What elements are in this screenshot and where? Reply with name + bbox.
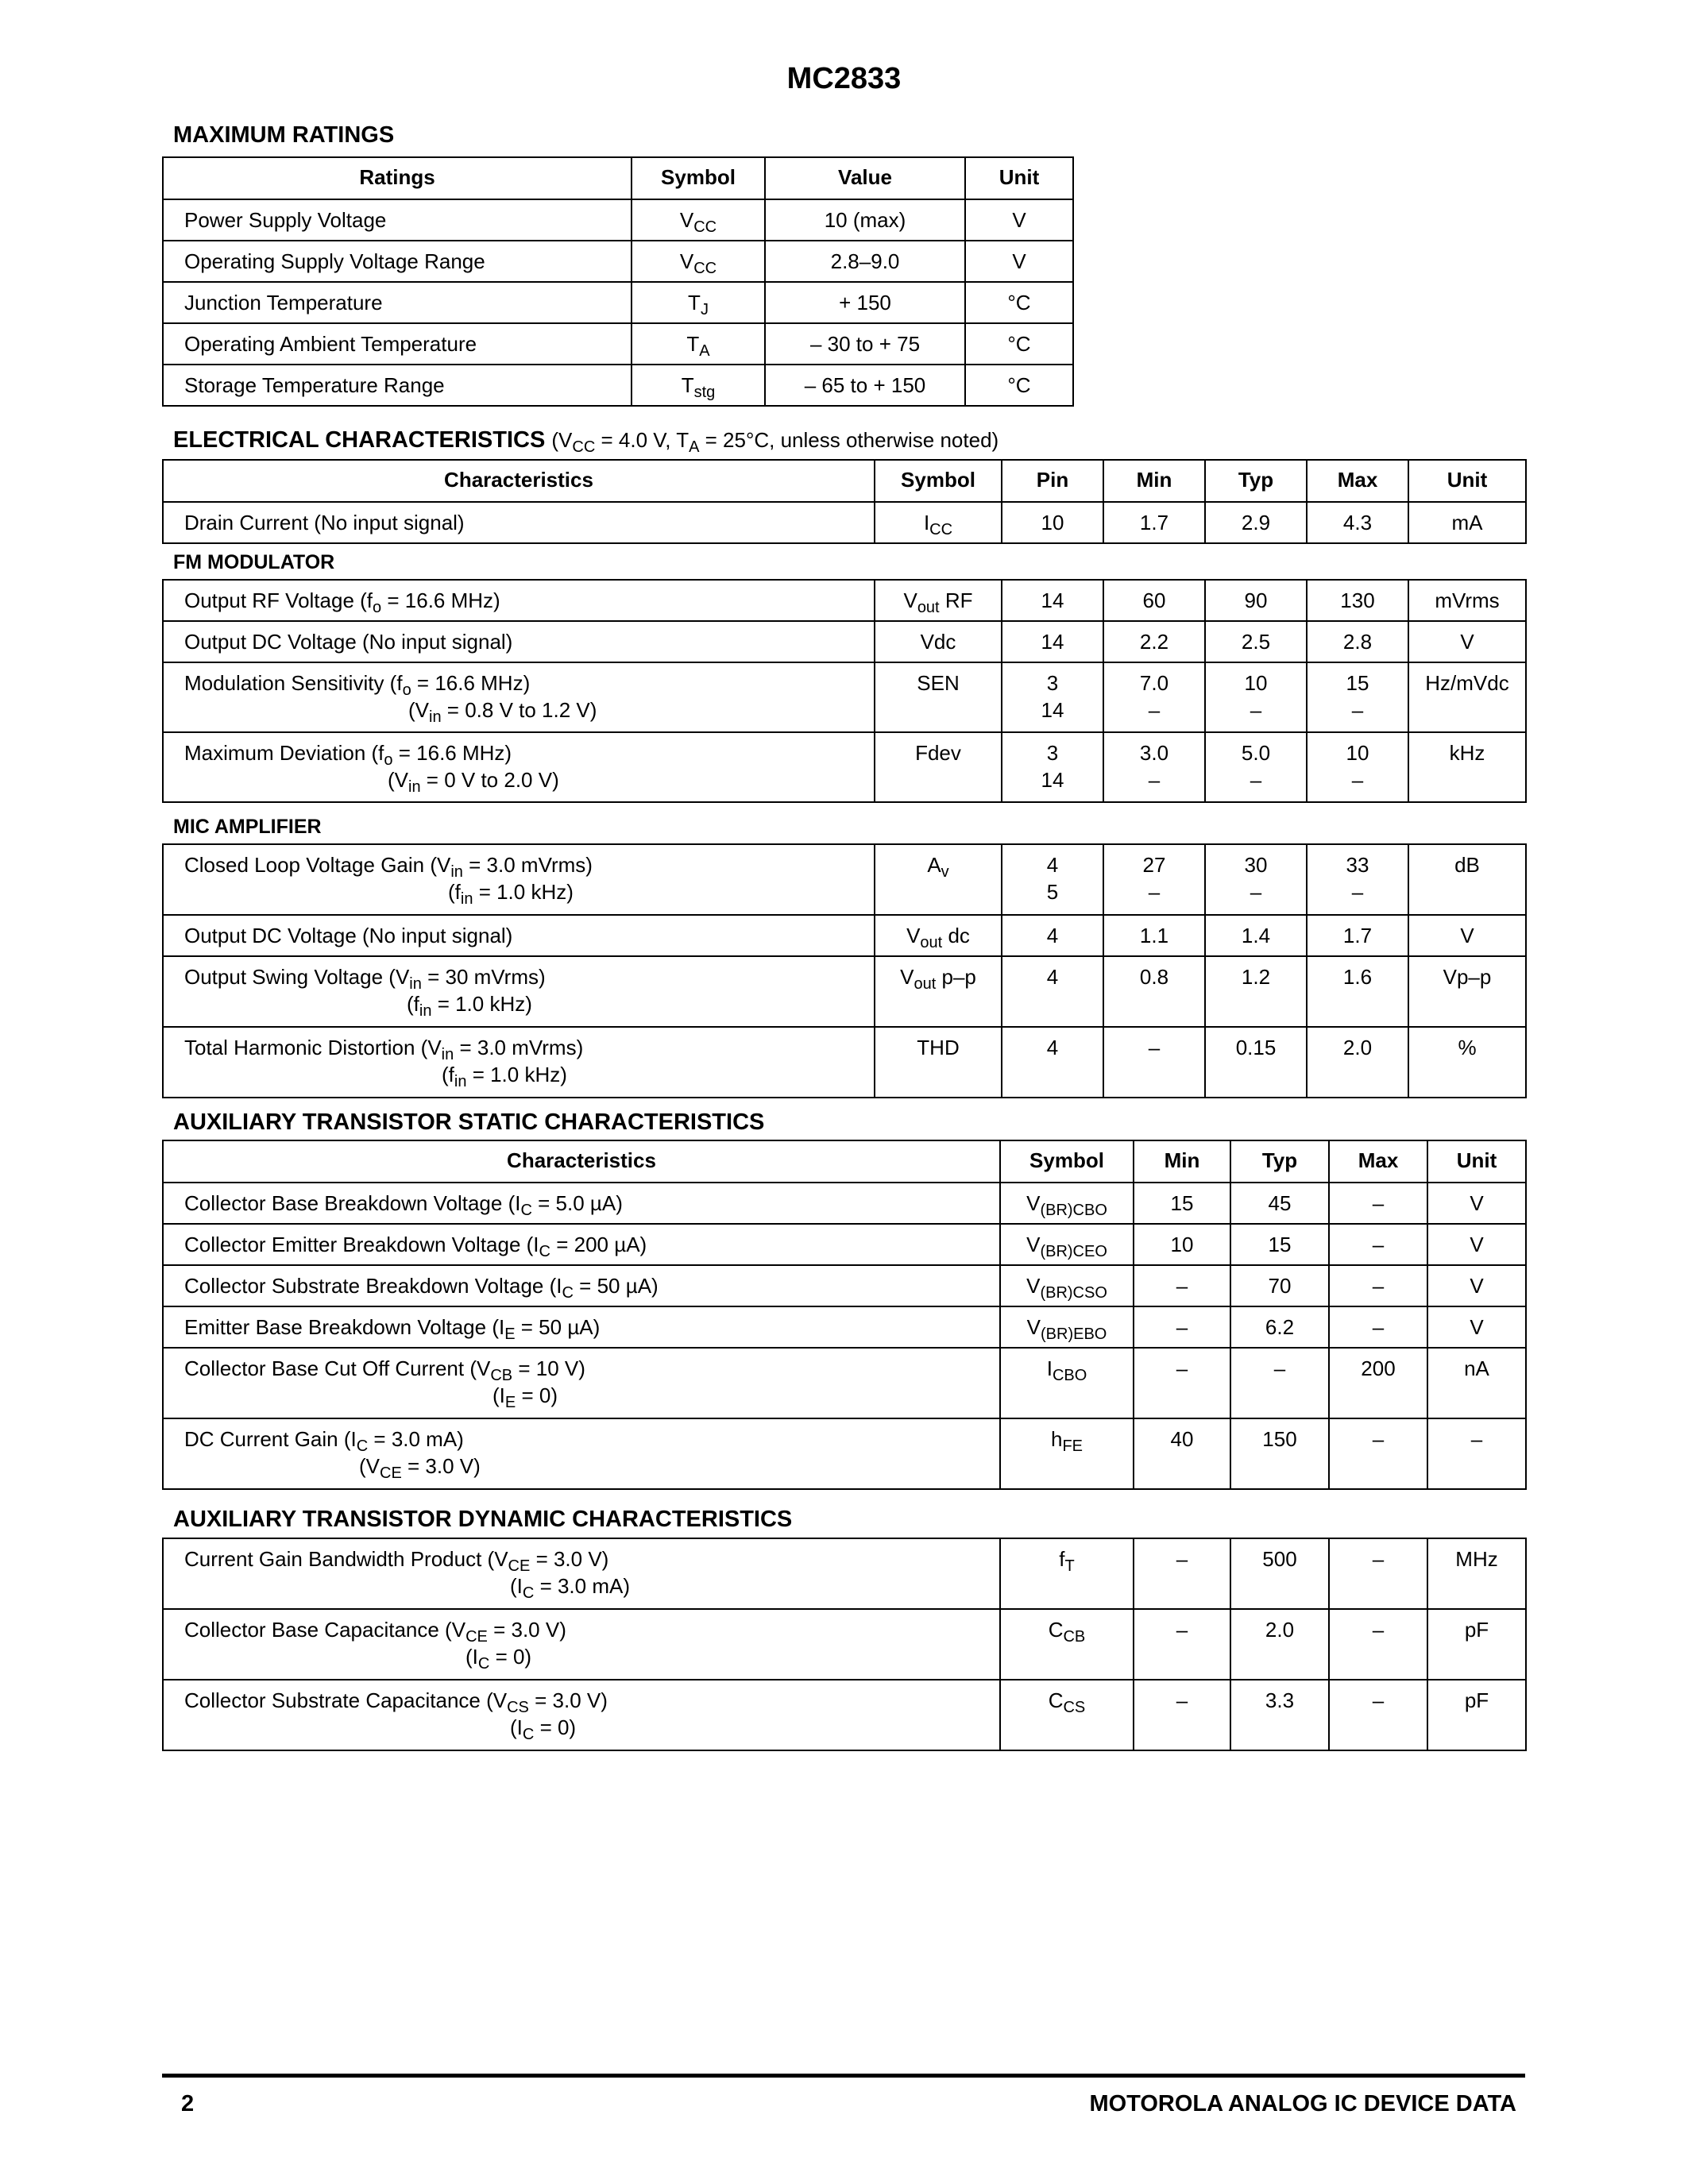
symbol-cell: $C_{CB}$: [1000, 1609, 1134, 1680]
table-row: [163, 662, 1526, 732]
value-cell: – 65 to + 150: [765, 365, 965, 406]
max-ratings-table: [162, 156, 1074, 407]
unit-cell: V: [1427, 1306, 1526, 1348]
unit-cell: nA: [1427, 1348, 1526, 1418]
table-row: [163, 621, 1526, 662]
fm-modulator-table: [162, 579, 1527, 803]
max-cell: 130: [1307, 580, 1408, 621]
unit-cell: mA: [1408, 502, 1526, 543]
max-cell: 10 –: [1307, 732, 1408, 802]
characteristic-name: DC Current Gain ($I_C = 3.0$ mA) ($V_{CE} = 3.0$ V): [163, 1418, 1000, 1489]
unit-cell: –: [1427, 1418, 1526, 1489]
min-cell: 10: [1134, 1224, 1230, 1265]
characteristic-name: Collector Base Cut Off Current ($V_{CB} = 10$ V) $(I_E = 0)$: [163, 1348, 1000, 1418]
min-cell: 2.2: [1103, 621, 1205, 662]
typ-cell: 150: [1230, 1418, 1329, 1489]
column-header: Typ: [1205, 460, 1307, 502]
characteristic-name: Current Gain Bandwidth Product ($V_{CE} = 3.0$ V) ($I_C = 3.0$ mA): [163, 1538, 1000, 1609]
column-header: Characteristics: [163, 460, 875, 502]
typ-cell: 5.0 –: [1205, 732, 1307, 802]
unit-cell: MHz: [1427, 1538, 1526, 1609]
symbol-cell: $h_{FE}$: [1000, 1418, 1134, 1489]
typ-cell: 500: [1230, 1538, 1329, 1609]
mic-amplifier-table: [162, 843, 1527, 1098]
unit-cell: pF: [1427, 1609, 1526, 1680]
symbol-cell: $f_T$: [1000, 1538, 1134, 1609]
typ-cell: 15: [1230, 1224, 1329, 1265]
symbol-cell: $V_{(BR)CSO}$: [1000, 1265, 1134, 1306]
value-cell: + 150: [765, 282, 965, 323]
min-cell: 27 –: [1103, 844, 1205, 915]
column-header: Unit: [965, 157, 1073, 199]
min-cell: 1.1: [1103, 915, 1205, 956]
symbol-cell: $T_{stg}$: [632, 365, 765, 406]
rating-name: Storage Temperature Range: [163, 365, 632, 406]
min-cell: 60: [1103, 580, 1205, 621]
characteristic-name: Closed Loop Voltage Gain ($V_{in} = 3.0$ mVrms) ($f_{in} = 1.0$ kHz): [163, 844, 875, 915]
column-header: Symbol: [1000, 1140, 1134, 1183]
unit-cell: pF: [1427, 1680, 1526, 1750]
fm-modulator-heading: FM MODULATOR: [173, 551, 335, 573]
max-cell: –: [1329, 1418, 1427, 1489]
unit-cell: %: [1408, 1027, 1526, 1098]
column-header: Characteristics: [163, 1140, 1000, 1183]
max-cell: 4.3: [1307, 502, 1408, 543]
typ-cell: –: [1230, 1348, 1329, 1418]
table-row: [163, 1027, 1526, 1098]
value-cell: 2.8–9.0: [765, 241, 965, 282]
characteristic-name: Output DC Voltage (No input signal): [163, 621, 875, 662]
electrical-heading: ELECTRICAL CHARACTERISTICS ($V_{CC} = 4.0$ V, $T_A = 25^\circ C$, unless otherwise noted): [173, 427, 999, 456]
characteristic-name: Maximum Deviation ($f_o = 16.6$ MHz) ($V_{in} = 0$ V to 2.0 V): [163, 732, 875, 802]
unit-cell: mVrms: [1408, 580, 1526, 621]
unit-cell: dB: [1408, 844, 1526, 915]
symbol-cell: $C_{CS}$: [1000, 1680, 1134, 1750]
column-header: Pin: [1002, 460, 1103, 502]
aux-static-heading: AUXILIARY TRANSISTOR STATIC CHARACTERISTICS: [173, 1109, 765, 1135]
characteristic-name: Collector Base Breakdown Voltage ($I_C = 5.0$ µA): [163, 1183, 1000, 1224]
symbol-cell: $A_v$: [875, 844, 1002, 915]
symbol-cell: $I_{CC}$: [875, 502, 1002, 543]
symbol-cell: Fdev: [875, 732, 1002, 802]
max-cell: –: [1329, 1680, 1427, 1750]
max-cell: –: [1329, 1224, 1427, 1265]
max-cell: 1.6: [1307, 956, 1408, 1027]
electrical-header-table: [162, 459, 1527, 544]
table-row: [163, 199, 1073, 241]
symbol-cell: $T_A$: [632, 323, 765, 365]
typ-cell: 2.9: [1205, 502, 1307, 543]
characteristic-name: Collector Substrate Breakdown Voltage ($I_C = 50$ µA): [163, 1265, 1000, 1306]
table-row: [163, 915, 1526, 956]
unit-cell: V: [965, 199, 1073, 241]
table-row: [163, 1680, 1526, 1750]
min-cell: 40: [1134, 1418, 1230, 1489]
table-row: [163, 1348, 1526, 1418]
characteristic-name: Output DC Voltage (No input signal): [163, 915, 875, 956]
min-cell: 1.7: [1103, 502, 1205, 543]
rating-name: Operating Ambient Temperature: [163, 323, 632, 365]
unit-cell: °C: [965, 323, 1073, 365]
typ-cell: 1.4: [1205, 915, 1307, 956]
table-row: [163, 1538, 1526, 1609]
symbol-cell: $V_{(BR)CEO}$: [1000, 1224, 1134, 1265]
column-header: Typ: [1230, 1140, 1329, 1183]
characteristic-name: Output Swing Voltage ($V_{in} = 30$ mVrms) ($f_{in} = 1.0$ kHz): [163, 956, 875, 1027]
column-header: Max: [1307, 460, 1408, 502]
table-header-row: [163, 1140, 1526, 1183]
rating-name: Junction Temperature: [163, 282, 632, 323]
typ-cell: 70: [1230, 1265, 1329, 1306]
symbol-cell: Vdc: [875, 621, 1002, 662]
min-cell: 3.0 –: [1103, 732, 1205, 802]
typ-cell: 1.2: [1205, 956, 1307, 1027]
characteristic-name: Collector Substrate Capacitance ($V_{CS} = 3.0$ V) $(I_C = 0)$: [163, 1680, 1000, 1750]
table-row: [163, 365, 1073, 406]
typ-cell: 2.5: [1205, 621, 1307, 662]
pin-cell: 14: [1002, 621, 1103, 662]
table-row: [163, 956, 1526, 1027]
unit-cell: V: [1427, 1224, 1526, 1265]
unit-cell: Vp–p: [1408, 956, 1526, 1027]
symbol-cell: $V_{(BR)CBO}$: [1000, 1183, 1134, 1224]
column-header: Min: [1103, 460, 1205, 502]
page-title: MC2833: [786, 62, 902, 95]
electrical-conditions-note: ($V_{CC} = 4.0$ V, $T_A = 25^\circ C$, unless otherwise noted): [551, 428, 999, 456]
mic-amplifier-heading: MIC AMPLIFIER: [173, 816, 322, 838]
table-row: [163, 1418, 1526, 1489]
min-cell: –: [1134, 1609, 1230, 1680]
symbol-cell: SEN: [875, 662, 1002, 732]
footer-publication: MOTOROLA ANALOG IC DEVICE DATA: [1089, 2091, 1516, 2116]
symbol-cell: $V_{CC}$: [632, 199, 765, 241]
unit-cell: Hz/mVdc: [1408, 662, 1526, 732]
typ-cell: 2.0: [1230, 1609, 1329, 1680]
aux-dynamic-heading: AUXILIARY TRANSISTOR DYNAMIC CHARACTERISTICS: [173, 1507, 793, 1532]
pin-cell: 4: [1002, 956, 1103, 1027]
table-row: [163, 1265, 1526, 1306]
min-cell: –: [1134, 1538, 1230, 1609]
rating-name: Operating Supply Voltage Range: [163, 241, 632, 282]
table-row: [163, 282, 1073, 323]
value-cell: – 30 to + 75: [765, 323, 965, 365]
table-row: [163, 1224, 1526, 1265]
max-cell: –: [1329, 1265, 1427, 1306]
max-cell: 2.0: [1307, 1027, 1408, 1098]
table-header-row: [163, 157, 1073, 199]
unit-cell: °C: [965, 282, 1073, 323]
column-header: Value: [765, 157, 965, 199]
typ-cell: 6.2: [1230, 1306, 1329, 1348]
symbol-cell: THD: [875, 1027, 1002, 1098]
typ-cell: 45: [1230, 1183, 1329, 1224]
min-cell: –: [1134, 1348, 1230, 1418]
typ-cell: 90: [1205, 580, 1307, 621]
symbol-cell: $I_{CBO}$: [1000, 1348, 1134, 1418]
max-ratings-heading: MAXIMUM RATINGS: [173, 122, 395, 148]
table-row: [163, 241, 1073, 282]
table-row: [163, 323, 1073, 365]
pin-cell: 3 14: [1002, 732, 1103, 802]
table-row: [163, 580, 1526, 621]
column-header: Min: [1134, 1140, 1230, 1183]
characteristic-name: Drain Current (No input signal): [163, 502, 875, 543]
characteristic-name: Collector Emitter Breakdown Voltage ($I_C = 200$ µA): [163, 1224, 1000, 1265]
min-cell: –: [1134, 1680, 1230, 1750]
rating-name: Power Supply Voltage: [163, 199, 632, 241]
characteristic-name: Emitter Base Breakdown Voltage ($I_E = 50$ µA): [163, 1306, 1000, 1348]
column-header: Max: [1329, 1140, 1427, 1183]
table-row: [163, 1306, 1526, 1348]
max-cell: –: [1329, 1183, 1427, 1224]
min-cell: 15: [1134, 1183, 1230, 1224]
column-header: Ratings: [163, 157, 632, 199]
column-header: Unit: [1427, 1140, 1526, 1183]
max-cell: –: [1329, 1306, 1427, 1348]
symbol-cell: $V_{out}$ dc: [875, 915, 1002, 956]
table-row: [163, 732, 1526, 802]
max-cell: 2.8: [1307, 621, 1408, 662]
unit-cell: V: [1427, 1265, 1526, 1306]
pin-cell: 3 14: [1002, 662, 1103, 732]
characteristic-name: Total Harmonic Distortion ($V_{in} = 3.0$ mVrms) ($f_{in} = 1.0$ kHz): [163, 1027, 875, 1098]
min-cell: –: [1134, 1306, 1230, 1348]
symbol-cell: $T_J$: [632, 282, 765, 323]
table-header-row: [163, 460, 1526, 502]
column-header: Unit: [1408, 460, 1526, 502]
characteristic-name: Output RF Voltage ($f_o = 16.6$ MHz): [163, 580, 875, 621]
typ-cell: 3.3: [1230, 1680, 1329, 1750]
table-row: [163, 502, 1526, 543]
characteristic-name: Modulation Sensitivity ($f_o = 16.6$ MHz) ($V_{in} = 0.8$ V to 1.2 V): [163, 662, 875, 732]
symbol-cell: $V_{out}$ RF: [875, 580, 1002, 621]
unit-cell: °C: [965, 365, 1073, 406]
characteristic-name: Collector Base Capacitance ($V_{CE} = 3.0$ V) $(I_C = 0)$: [163, 1609, 1000, 1680]
symbol-cell: $V_{CC}$: [632, 241, 765, 282]
unit-cell: V: [1408, 621, 1526, 662]
pin-cell: 4: [1002, 915, 1103, 956]
max-cell: 1.7: [1307, 915, 1408, 956]
typ-cell: 10 –: [1205, 662, 1307, 732]
max-cell: –: [1329, 1538, 1427, 1609]
table-row: [163, 1609, 1526, 1680]
page-number: 2: [181, 2091, 195, 2116]
column-header: Symbol: [632, 157, 765, 199]
max-cell: 15 –: [1307, 662, 1408, 732]
table-row: [163, 844, 1526, 915]
unit-cell: V: [1427, 1183, 1526, 1224]
table-row: [163, 1183, 1526, 1224]
aux-static-table: [162, 1140, 1527, 1490]
min-cell: –: [1103, 1027, 1205, 1098]
typ-cell: 0.15: [1205, 1027, 1307, 1098]
max-cell: 33 –: [1307, 844, 1408, 915]
column-header: Symbol: [875, 460, 1002, 502]
typ-cell: 30 –: [1205, 844, 1307, 915]
aux-dynamic-table: [162, 1538, 1527, 1751]
unit-cell: V: [1408, 915, 1526, 956]
max-cell: 200: [1329, 1348, 1427, 1418]
symbol-cell: $V_{(BR)EBO}$: [1000, 1306, 1134, 1348]
value-cell: 10 (max): [765, 199, 965, 241]
symbol-cell: $V_{out}$ p–p: [875, 956, 1002, 1027]
pin-cell: 10: [1002, 502, 1103, 543]
pin-cell: 4 5: [1002, 844, 1103, 915]
min-cell: –: [1134, 1265, 1230, 1306]
footer-divider: [162, 2074, 1525, 2078]
max-cell: –: [1329, 1609, 1427, 1680]
pin-cell: 4: [1002, 1027, 1103, 1098]
min-cell: 7.0 –: [1103, 662, 1205, 732]
min-cell: 0.8: [1103, 956, 1205, 1027]
pin-cell: 14: [1002, 580, 1103, 621]
unit-cell: kHz: [1408, 732, 1526, 802]
unit-cell: V: [965, 241, 1073, 282]
